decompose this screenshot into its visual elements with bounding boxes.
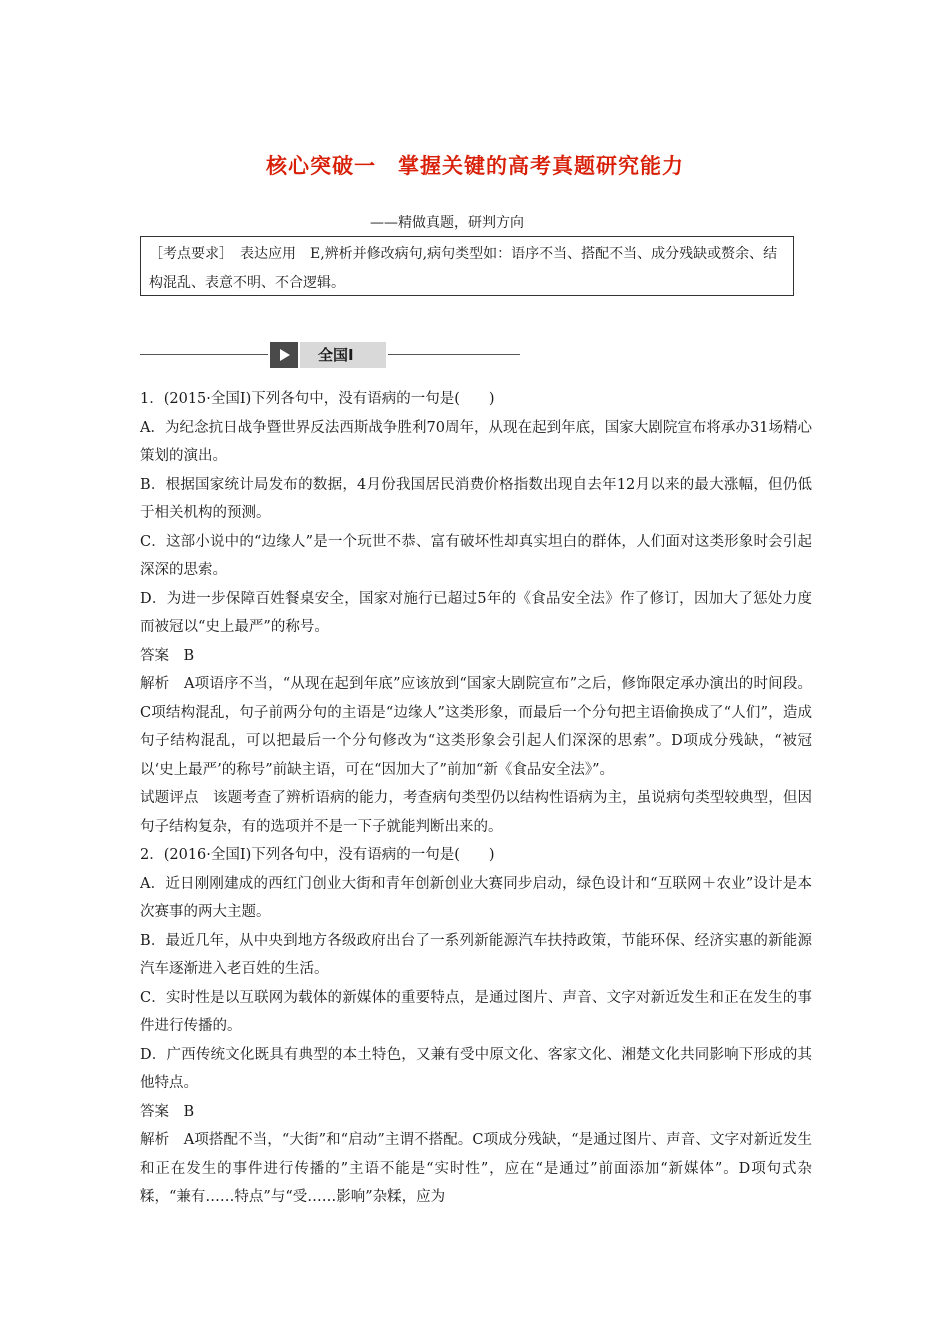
q2-option-a: A．近日刚刚建成的西红门创业大街和青年创新创业大赛同步启动，绿色设计和“互联网＋农业”设计是本次赛事的两大主题。 (140, 875, 812, 920)
q1-option-b: B．根据国家统计局发布的数据，4月份我国居民消费价格指数出现自去年12月以来的最大涨幅，但仍低于相关机构的预测。 (140, 476, 812, 521)
q2-analysis: 解析 A项搭配不当，“大街”和“启动”主谓不搭配。C项成分残缺，“是通过图片、声音、文字对新近发生和正在发生的事件进行传播的”主语不能是“实时性”，应在“是通过”前面添加“新媒体”。D项句式杂糅，“兼有……特点”与“受……影响”杂糅，应为 (140, 1132, 812, 1205)
page-subtitle: ——精做真题，研判方向 (370, 215, 524, 231)
divider-right (388, 354, 520, 355)
requirement-box (140, 236, 794, 296)
q2-option-d: D．广西传统文化既具有典型的本土特色，又兼有受中原文化、客家文化、湘楚文化共同影响下形成的其他特点。 (140, 1046, 812, 1091)
q2-option-c: C．实时性是以互联网为载体的新媒体的重要特点，是通过图片、声音、文字对新近发生和正在发生的事件进行传播的。 (140, 989, 812, 1034)
q2-answer: 答案 B (140, 1103, 195, 1120)
section-label: 全国Ⅰ (300, 342, 386, 368)
q1-analysis: 解析 A项语序不当，“从现在起到年底”应该放到“国家大剧院宣布”之后，修饰限定承办演出的时间段。C项结构混乱，句子前两分句的主语是“边缘人”这类形象，而最后一个分句把主语偷换成了“人们”，造成句子结构混乱，可以把最后一个分句修改为“这类形象会引起人们深深的思索”。D项成分残缺，“被冠以‘史上最严’的称号”前缺主语，可在“因加大了”前加“新《食品安全法》”。 (140, 676, 812, 778)
section-header (140, 342, 520, 368)
q1-option-c: C．这部小说中的“边缘人”是一个玩世不恭、富有破坏性却真实坦白的群体，人们面对这类形象时会引起深深的思索。 (140, 533, 812, 578)
q1-comment: 试题评点 该题考查了辨析语病的能力，考查病句类型仍以结构性语病为主，虽说病句类型较典型，但因句子结构复杂，有的选项并不是一下子就能判断出来的。 (140, 790, 812, 835)
q1-option-a: A．为纪念抗日战争暨世界反法西斯战争胜利70周年，从现在起到年底，国家大剧院宣布将承办31场精心策划的演出。 (140, 419, 812, 464)
q2-option-b: B．最近几年，从中央到地方各级政府出台了一系列新能源汽车扶持政策，节能环保、经济实惠的新能源汽车逐渐进入老百姓的生活。 (140, 932, 812, 977)
page-title: 核心突破一 掌握关键的高考真题研究能力 (266, 154, 684, 178)
question-content (140, 385, 812, 1212)
play-triangle-icon (270, 342, 298, 368)
q1-answer: 答案 B (140, 647, 195, 664)
q1-stem: 1．(2015·全国Ⅰ)下列各句中，没有语病的一句是( ) (140, 391, 495, 407)
requirement-text: ［考点要求］ 表达应用 E,辨析并修改病句,病句类型如：语序不当、搭配不当、成分残缺或赘余、结构混乱、表意不明、不合逻辑。 (149, 246, 778, 291)
q2-stem: 2．(2016·全国Ⅰ)下列各句中，没有语病的一句是( ) (140, 847, 495, 863)
q1-option-d: D．为进一步保障百姓餐桌安全，国家对施行已超过5年的《食品安全法》作了修订，因加大了惩处力度而被冠以“史上最严”的称号。 (140, 590, 812, 635)
divider-left (140, 354, 268, 355)
